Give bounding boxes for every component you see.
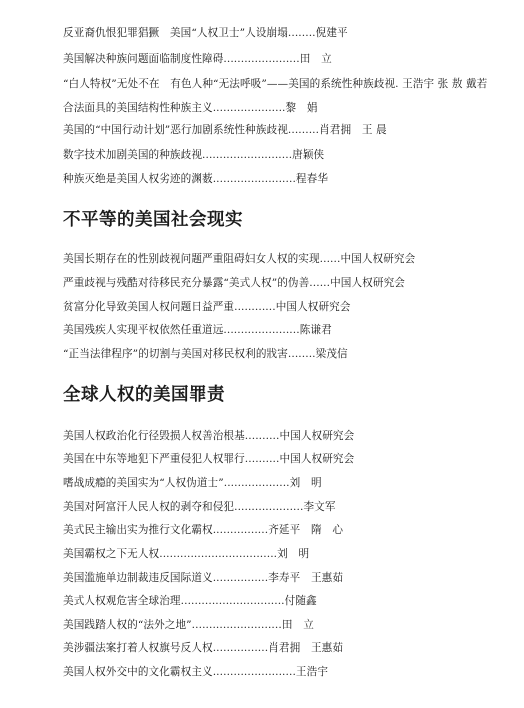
toc-entry: 贫富分化导致美国人权问题日益严重............中国人权研究会 bbox=[63, 301, 351, 313]
toc-entry: 美国对阿富汗人民人权的剥夺和侵犯....................李文军 bbox=[63, 501, 336, 513]
toc-entry: “白人特权”无处不在 有色人种“无法呼吸”——美国的系统性种族歧视. 王浩宇 张 敖 戴若合法面具的美国结构性种族主义.....................黎 娟 bbox=[63, 78, 488, 114]
toc-entry: 种族灭绝是美国人权劣迹的渊薮........................程春华 bbox=[63, 173, 329, 185]
toc-entry: 美国人权政治化行径毁损人权善治根基..........中国人权研究会 bbox=[63, 430, 355, 442]
toc-entry: 反亚裔仇恨犯罪猖獗 美国“人权卫士”人设崩塌........倪建平 bbox=[63, 27, 348, 39]
section-heading: 不平等的美国社会现实 bbox=[63, 210, 243, 230]
toc-entry: 美国在中东等地犯下严重侵犯人权罪行..........中国人权研究会 bbox=[63, 453, 355, 465]
toc-entry: 嗜战成瘾的美国实为“人权伪道士”...................刘 明 bbox=[63, 477, 322, 489]
toc-entry: 美涉疆法案打着人权旗号反人权................肖君拥 王惠茹 bbox=[63, 642, 344, 654]
toc-entry: 美式人权观危害全球治理..............................付随鑫 bbox=[63, 595, 317, 607]
section-heading: 全球人权的美国罪责 bbox=[63, 385, 225, 405]
toc-entry: 美国长期存在的性别歧视问题严重阻碍妇女人权的实现......中国人权研究会 bbox=[63, 253, 416, 265]
toc-entry: 美国的“中国行动计划”恶行加剧系统性种族歧视.........肖君拥 王 晨 bbox=[63, 124, 387, 136]
toc-entry: 美国解决种族问题面临制度性障碍......................田 立 bbox=[63, 53, 332, 65]
toc-entry: 严重歧视与残酷对待移民充分暴露“美式人权”的伪善......中国人权研究会 bbox=[63, 277, 405, 289]
toc-entry: 美国践踏人权的“法外之地”..........................田 立 bbox=[63, 619, 314, 631]
toc-entry: 美国人权外交中的文化霸权主义........................王浩宇 bbox=[63, 666, 329, 678]
toc-entry: 美国霸权之下无人权..................................刘 明 bbox=[63, 548, 310, 560]
toc-entry: 数字技术加剧美国的种族歧视..........................唐颖侠 bbox=[63, 149, 325, 161]
toc-entry: 美式民主输出实为推行文化霸权................齐延平 隋 心 bbox=[63, 524, 344, 536]
toc-entry: 美国滥施单边制裁违反国际道义................李寿平 王惠茹 bbox=[63, 572, 344, 584]
toc-entry: “正当法律程序”的切割与美国对移民权利的戕害........梁茂信 bbox=[63, 348, 348, 360]
toc-entry: 美国残疾人实现平权依然任重道远......................陈谦君 bbox=[63, 324, 332, 336]
